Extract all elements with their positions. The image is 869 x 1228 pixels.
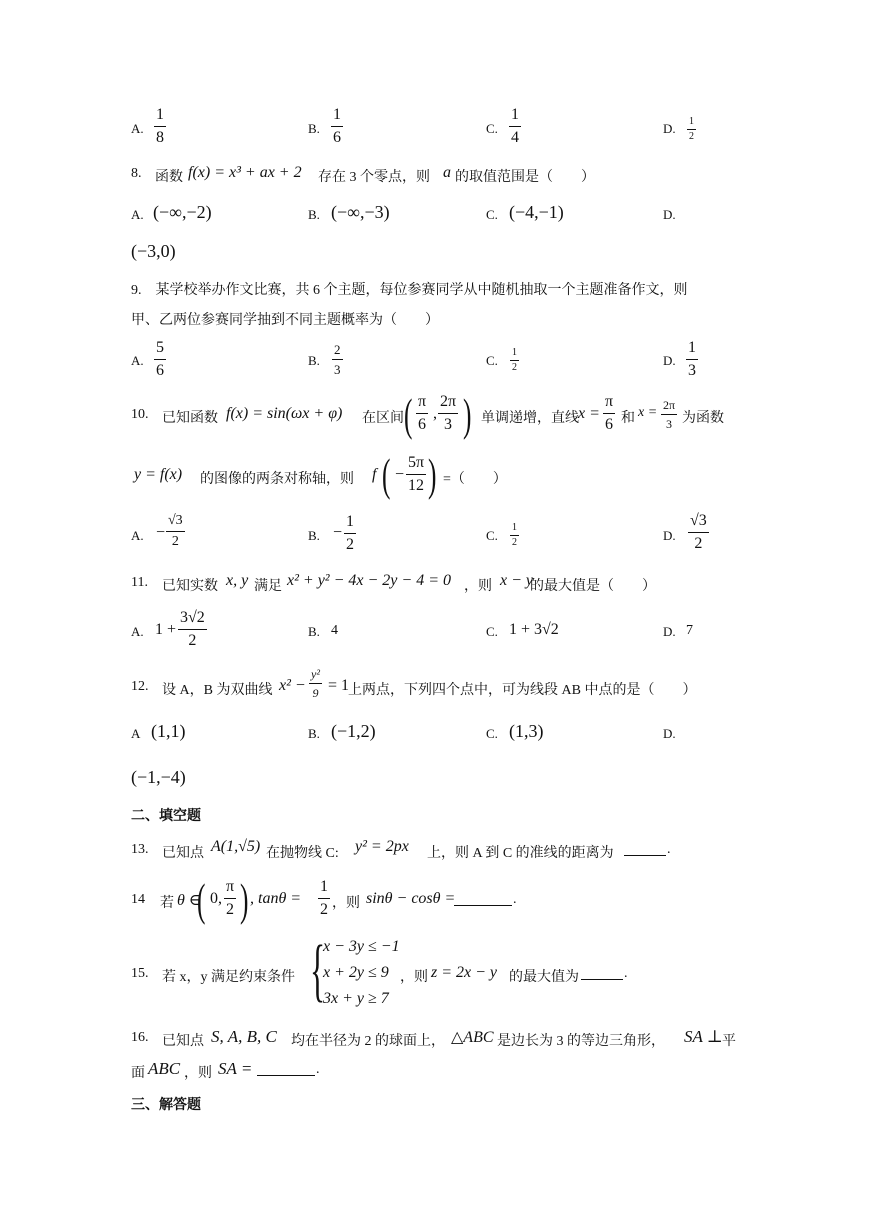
q13-answer-blank[interactable] bbox=[624, 840, 666, 856]
q12-option-b-label: B. bbox=[308, 726, 320, 741]
q10-option-c-label: C. bbox=[486, 528, 498, 543]
fraction-bar bbox=[154, 126, 166, 127]
q7-d-denominator: 2 bbox=[689, 131, 694, 142]
q14-tan-fraction bbox=[318, 879, 330, 918]
q10-argument-fraction bbox=[406, 455, 426, 494]
q11-option-d-value: 7 bbox=[686, 623, 693, 638]
q8-option-b-value: (−∞,−3) bbox=[331, 202, 390, 222]
q7-a-denominator: 8 bbox=[156, 129, 164, 146]
q7-option-b-label: B. bbox=[308, 121, 320, 136]
q11-option-c-value: 1 + 3√2 bbox=[509, 621, 559, 638]
fraction-bar bbox=[178, 629, 207, 630]
q16-text-3: 是边长为 3 的等边三角形， bbox=[497, 1034, 665, 1049]
q15-text-1: 若 x，y 满足约束条件 bbox=[162, 970, 295, 985]
q8-option-d-label: D. bbox=[663, 207, 676, 222]
right-paren: ) bbox=[428, 449, 437, 500]
q14-end: . bbox=[513, 892, 517, 907]
q11-option-c-label: C. bbox=[486, 624, 498, 639]
q9-option-a-fraction bbox=[154, 340, 166, 379]
q8-number: 8. bbox=[131, 166, 142, 181]
q14-theta-in: θ ∈ bbox=[177, 892, 201, 909]
numerator: π bbox=[418, 393, 427, 410]
denominator: 12 bbox=[408, 477, 425, 494]
q14-number: 14 bbox=[131, 892, 145, 907]
q9-a-denominator: 6 bbox=[156, 362, 164, 379]
q12-option-a-value: (1,1) bbox=[151, 721, 186, 741]
fraction-bar bbox=[331, 126, 343, 127]
q16-plane: ABC bbox=[148, 1059, 181, 1078]
q12-eq-prefix: x² − bbox=[279, 677, 306, 694]
q13-end: . bbox=[667, 842, 671, 857]
numerator: 3√2 bbox=[180, 609, 205, 626]
q8-text-2: 存在 3 个零点，则 bbox=[318, 170, 430, 185]
q7-d-numerator: 1 bbox=[689, 116, 694, 127]
q7-c-numerator: 1 bbox=[511, 106, 519, 123]
q10-x1: x = bbox=[578, 405, 600, 422]
q7-b-denominator: 6 bbox=[333, 129, 341, 146]
denominator: 3 bbox=[666, 417, 673, 431]
denominator: 2 bbox=[512, 537, 517, 548]
q11-text-4: 的最大值是（ ） bbox=[530, 579, 656, 594]
q13-text-3: 上，则 A 到 C 的准线的距离为 bbox=[427, 846, 614, 861]
numerator: 1 bbox=[320, 878, 328, 895]
q16-line2-text-2: ，则 bbox=[184, 1066, 212, 1081]
q13-parabola: y² = 2px bbox=[355, 838, 409, 855]
q8-text-1: 函数 bbox=[155, 170, 183, 185]
minus-sign: − bbox=[395, 466, 405, 483]
q12-option-c-value: (1,3) bbox=[509, 721, 544, 741]
q7-option-c-label: C. bbox=[486, 121, 498, 136]
denominator: 2 bbox=[694, 535, 703, 552]
left-paren: ( bbox=[197, 874, 206, 925]
q13-text-1: 已知点 bbox=[162, 846, 204, 861]
q15-answer-blank[interactable] bbox=[581, 964, 623, 980]
q11-text-3: ，则 bbox=[464, 579, 492, 594]
q16-points: S, A, B, C bbox=[211, 1027, 277, 1046]
minus-sign: − bbox=[156, 524, 166, 541]
q14-expression: sinθ − cosθ = bbox=[366, 890, 456, 907]
q9-c-denominator: 2 bbox=[512, 362, 517, 373]
q9-option-d-label: D. bbox=[663, 353, 676, 368]
q7-option-d-label: D. bbox=[663, 121, 676, 136]
numerator: 1 bbox=[346, 513, 354, 530]
q11-option-d-label: D. bbox=[663, 624, 676, 639]
denominator: 2 bbox=[188, 632, 197, 649]
brace-icon: { bbox=[310, 932, 326, 1009]
fraction-bar bbox=[686, 359, 698, 360]
q10-equals-blank: =（ ） bbox=[443, 472, 507, 487]
fraction-bar bbox=[406, 474, 426, 475]
q16-triangle: △ABC bbox=[451, 1029, 494, 1046]
fraction-bar bbox=[438, 413, 458, 414]
q9-option-b-label: B. bbox=[308, 353, 320, 368]
right-paren: ) bbox=[463, 389, 472, 440]
q14-interval-start: 0, bbox=[210, 890, 222, 907]
q8-expression: f(x) = x³ + ax + 2 bbox=[188, 164, 302, 181]
comma: , bbox=[433, 405, 437, 422]
q8-option-b-label: B. bbox=[308, 207, 320, 222]
q16-text-1: 已知点 bbox=[162, 1034, 204, 1049]
q10-option-b-fraction bbox=[344, 514, 356, 553]
q12-option-b-value: (−1,2) bbox=[331, 721, 376, 741]
q15-constraint-2: x + 2y ≤ 9 bbox=[323, 964, 389, 981]
right-paren: ) bbox=[240, 874, 249, 925]
q15-number: 15. bbox=[131, 966, 149, 981]
fraction-bar bbox=[688, 532, 709, 533]
q7-b-numerator: 1 bbox=[333, 106, 341, 123]
q10-option-a-label: A. bbox=[131, 528, 144, 543]
numerator: 1 bbox=[512, 522, 517, 533]
q14-tan: , tanθ = bbox=[250, 890, 302, 907]
denominator: 9 bbox=[312, 686, 319, 700]
denominator: 6 bbox=[418, 416, 427, 433]
numerator: 5π bbox=[408, 454, 425, 471]
numerator: π bbox=[605, 393, 614, 410]
q15-text-2: ，则 bbox=[400, 970, 428, 985]
q7-option-a-fraction bbox=[154, 107, 166, 146]
q11-variables: x, y bbox=[226, 572, 249, 589]
q11-equation: x² + y² − 4x − 2y − 4 = 0 bbox=[287, 572, 451, 589]
q10-text-1: 已知函数 bbox=[162, 411, 218, 426]
q16-perpendicular: SA ⊥ bbox=[684, 1027, 723, 1046]
denominator: 6 bbox=[605, 416, 614, 433]
q10-x2: x = bbox=[638, 405, 658, 420]
numerator: 2π bbox=[440, 393, 457, 410]
q7-option-c-fraction bbox=[509, 107, 521, 146]
q9-option-a-label: A. bbox=[131, 353, 144, 368]
q16-number: 16. bbox=[131, 1030, 149, 1045]
q12-number: 12. bbox=[131, 679, 149, 694]
minus-sign: − bbox=[333, 524, 343, 541]
fraction-bar bbox=[332, 359, 343, 360]
q11-option-a-label: A. bbox=[131, 624, 144, 639]
fraction-bar bbox=[318, 898, 330, 899]
denominator: 2 bbox=[320, 901, 328, 918]
q9-c-numerator: 1 bbox=[512, 347, 517, 358]
q7-option-a-label: A. bbox=[131, 121, 144, 136]
q10-text-5: 为函数 bbox=[682, 411, 724, 426]
denominator: 2 bbox=[226, 901, 235, 918]
q12-text-2: 上两点，下列四个点中，可为线段 AB 中点的是（ ） bbox=[348, 683, 697, 698]
q11-text-1: 已知实数 bbox=[162, 579, 218, 594]
fraction-bar bbox=[687, 129, 696, 130]
fraction-bar bbox=[309, 683, 322, 684]
q10-x1-fraction bbox=[603, 394, 615, 433]
q9-d-denominator: 3 bbox=[688, 362, 696, 379]
q7-option-b-fraction bbox=[331, 107, 343, 146]
q9-option-b-fraction bbox=[332, 343, 343, 376]
q12-eq-fraction bbox=[309, 668, 322, 699]
q16-sa-equals: SA = bbox=[218, 1059, 253, 1078]
q9-d-numerator: 1 bbox=[688, 339, 696, 356]
q13-number: 13. bbox=[131, 842, 149, 857]
q10-line2-text: 的图像的两条对称轴，则 bbox=[200, 472, 354, 487]
q8-option-a-label: A. bbox=[131, 207, 144, 222]
q16-text-2: 均在半径为 2 的球面上， bbox=[291, 1034, 445, 1049]
fraction-bar bbox=[166, 531, 185, 532]
q11-text-2: 满足 bbox=[254, 579, 282, 594]
q8-variable: a bbox=[443, 164, 451, 181]
section-heading-solutions: 三、解答题 bbox=[131, 1097, 201, 1113]
denominator: 2 bbox=[171, 534, 179, 549]
q9-b-numerator: 2 bbox=[334, 342, 341, 357]
q7-a-numerator: 1 bbox=[156, 106, 164, 123]
numerator: √3 bbox=[168, 513, 183, 528]
fraction-bar bbox=[661, 414, 677, 415]
q15-objective: z = 2x − y bbox=[431, 964, 498, 981]
q16-answer-blank[interactable] bbox=[257, 1060, 315, 1076]
q10-text-4: 和 bbox=[621, 411, 635, 426]
q10-function: f(x) = sin(ωx + φ) bbox=[226, 405, 343, 422]
q9-line-2: 甲、乙两位参赛同学抽到不同主题概率为（ ） bbox=[131, 313, 439, 328]
fraction-bar bbox=[510, 360, 519, 361]
numerator: π bbox=[226, 878, 235, 895]
q10-text-2: 在区间 bbox=[362, 411, 404, 426]
q15-text-3: 的最大值为 bbox=[509, 970, 579, 985]
section-heading-fill-in: 二、填空题 bbox=[131, 808, 201, 824]
denominator: 3 bbox=[444, 416, 453, 433]
q16-text-4: 平 bbox=[722, 1034, 736, 1049]
q14-interval-fraction bbox=[224, 879, 236, 918]
q14-text-2: ，则 bbox=[332, 896, 360, 911]
q15-constraint-3: 3x + y ≥ 7 bbox=[323, 990, 389, 1007]
q8-option-a-value: (−∞,−2) bbox=[153, 202, 212, 222]
q12-option-a-label: A bbox=[131, 726, 141, 741]
left-paren: ( bbox=[404, 389, 413, 440]
fraction-bar bbox=[509, 126, 521, 127]
q15-constraint-1: x − 3y ≤ −1 bbox=[323, 938, 400, 955]
q16-line2-text-1: 面 bbox=[131, 1066, 145, 1081]
q9-option-c-fraction bbox=[510, 348, 519, 373]
q10-option-d-fraction bbox=[688, 513, 709, 552]
q10-f: f bbox=[372, 466, 377, 483]
q9-b-denominator: 3 bbox=[334, 362, 341, 377]
q11-option-b-label: B. bbox=[308, 624, 320, 639]
q9-a-numerator: 5 bbox=[156, 339, 164, 356]
q16-end: . bbox=[316, 1062, 320, 1077]
q9-option-d-fraction bbox=[686, 340, 698, 379]
fraction-bar bbox=[154, 359, 166, 360]
q11-expression: x − y bbox=[500, 572, 533, 589]
q10-option-d-label: D. bbox=[663, 528, 676, 543]
numerator: 2π bbox=[663, 398, 676, 412]
q14-answer-blank[interactable] bbox=[454, 890, 512, 906]
q11-number: 11. bbox=[131, 575, 148, 590]
fraction-bar bbox=[510, 535, 519, 536]
q14-text-1: 若 bbox=[160, 896, 174, 911]
q10-option-b-label: B. bbox=[308, 528, 320, 543]
q10-y-equals-f: y = f(x) bbox=[134, 466, 183, 483]
fraction-bar bbox=[416, 413, 428, 414]
q10-interval-start bbox=[416, 394, 428, 433]
fraction-bar bbox=[344, 533, 356, 534]
q15-end: . bbox=[624, 966, 628, 981]
q10-option-c-fraction bbox=[510, 523, 519, 548]
q12-text-1: 设 A，B 为双曲线 bbox=[162, 683, 273, 698]
q11-option-a-prefix: 1 + bbox=[155, 621, 177, 638]
q9-line-1: 9. 某学校举办作文比赛，共 6 个主题，每位参赛同学从中随机抽取一个主题准备作文，则 bbox=[131, 283, 688, 298]
q7-option-d-fraction bbox=[687, 117, 696, 142]
numerator: √3 bbox=[690, 512, 707, 529]
q10-text-3: 单调递增，直线 bbox=[481, 411, 579, 426]
numerator: y² bbox=[311, 667, 320, 681]
q10-number: 10. bbox=[131, 407, 149, 422]
q11-option-b-value: 4 bbox=[331, 623, 338, 638]
q7-c-denominator: 4 bbox=[511, 129, 519, 146]
q8-option-c-label: C. bbox=[486, 207, 498, 222]
q8-option-c-value: (−4,−1) bbox=[509, 202, 564, 222]
q10-option-a-fraction bbox=[166, 514, 185, 549]
q8-text-3: 的取值范围是（ ） bbox=[455, 170, 595, 185]
fraction-bar bbox=[224, 898, 236, 899]
q10-interval-end bbox=[438, 394, 458, 433]
q9-option-c-label: C. bbox=[486, 353, 498, 368]
denominator: 2 bbox=[346, 536, 354, 553]
q12-eq-suffix: = 1 bbox=[328, 677, 350, 694]
q13-text-2: 在抛物线 C: bbox=[266, 846, 339, 861]
q12-option-d-label: D. bbox=[663, 726, 676, 741]
q8-option-d-value: (−3,0) bbox=[131, 241, 176, 261]
q10-x2-fraction bbox=[661, 399, 677, 430]
q12-option-c-label: C. bbox=[486, 726, 498, 741]
left-paren: ( bbox=[382, 449, 391, 500]
q12-option-d-value: (−1,−4) bbox=[131, 767, 186, 787]
q11-option-a-fraction bbox=[178, 610, 207, 649]
fraction-bar bbox=[603, 413, 615, 414]
q13-point: A(1,√5) bbox=[211, 838, 261, 855]
